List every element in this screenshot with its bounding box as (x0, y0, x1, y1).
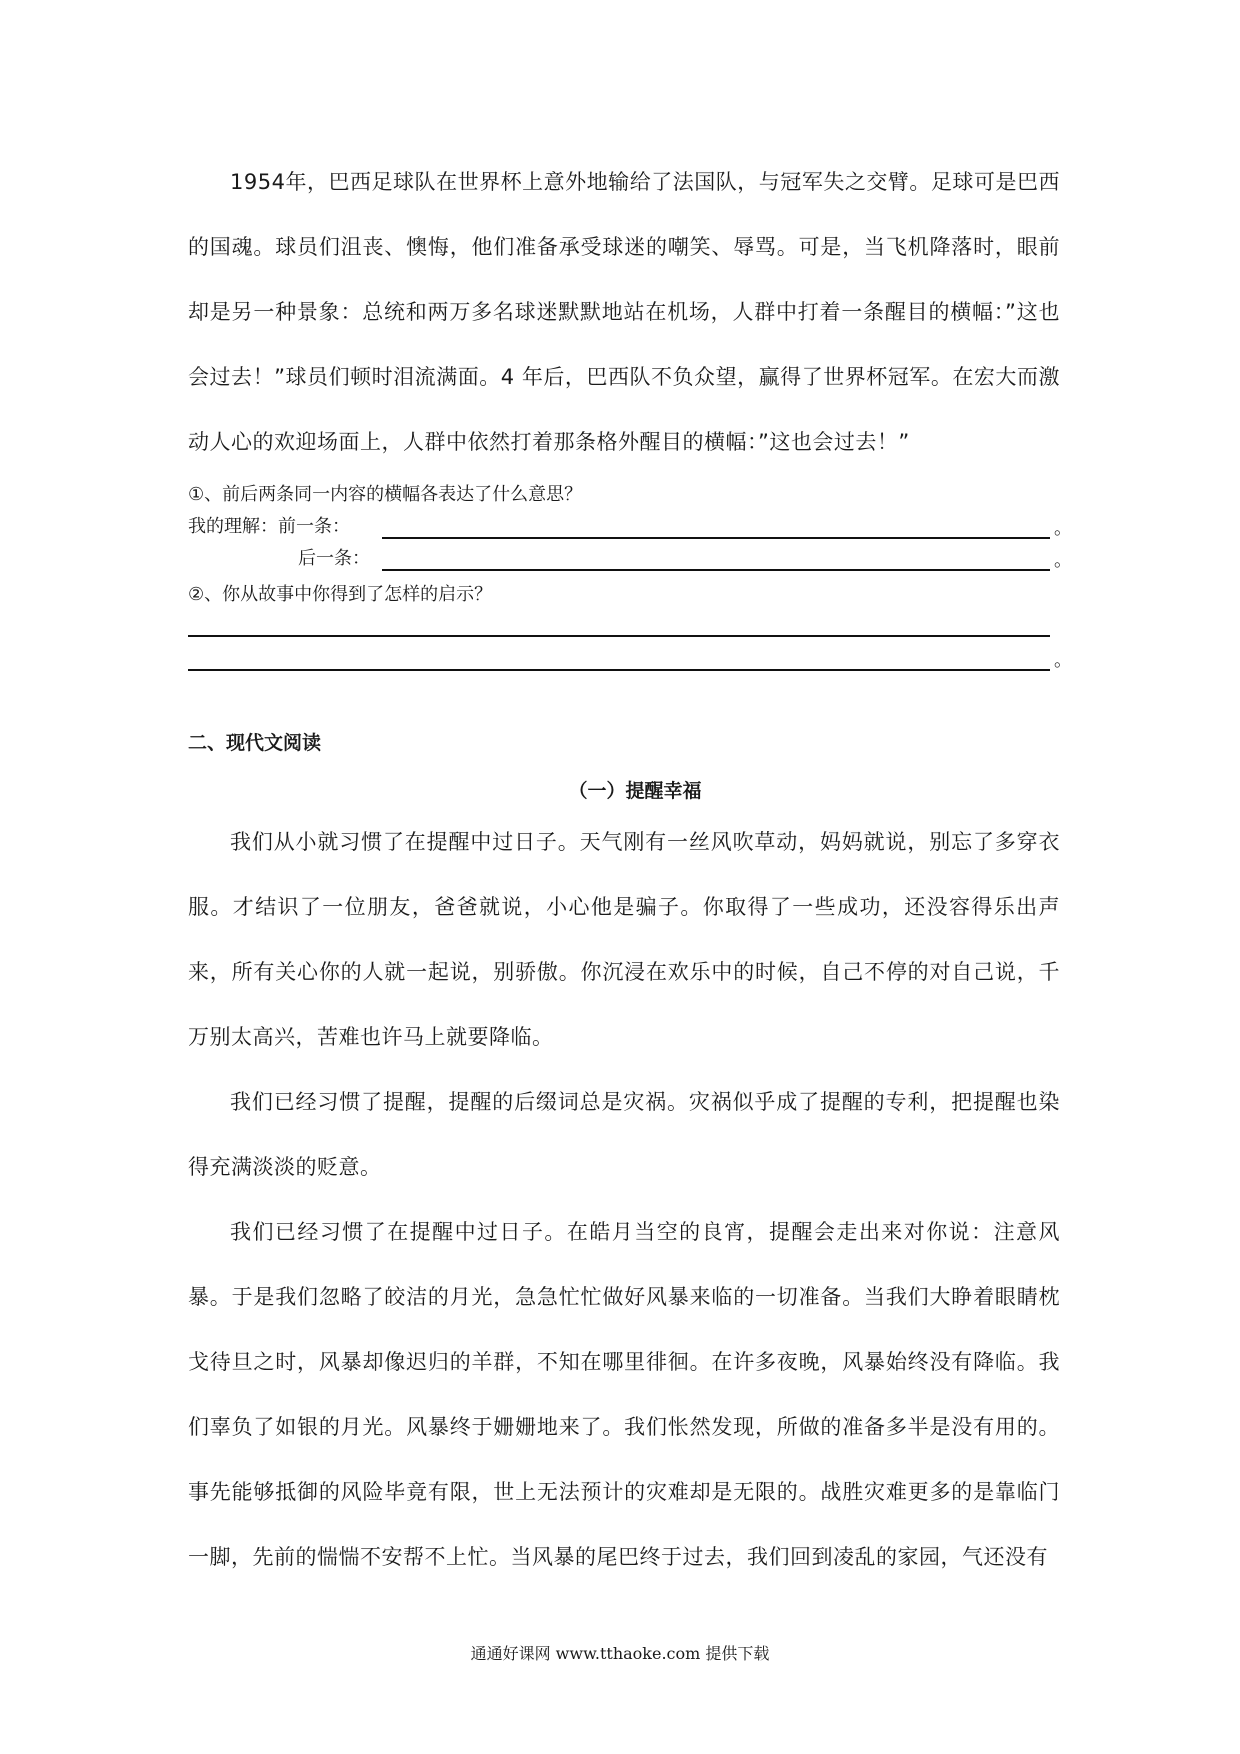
answer-label-first: 我的理解：前一条： (188, 516, 350, 537)
article-paragraph-1: 我们从小就习惯了在提醒中过日子。天气刚有一丝风吹草动，妈妈就说，别忘了多穿衣服。才结识了一位朋友，爸爸就说，小心他是骗子。你取得了一些成功，还没容得乐出声来，所有关心你的人就一起说，别骄傲。你沉浸在欢乐中的时候，自己不停的对自己说，千万别太高兴，苦难也许马上就要降临。 (188, 830, 1060, 1049)
end-mark-second: 。 (1054, 550, 1072, 571)
answer-line-q2-2[interactable] (188, 669, 1050, 671)
answer-label-second: 后一条： (298, 548, 370, 569)
question-1: ①、前后两条同一内容的横幅各表达了什么意思？ (188, 484, 583, 505)
end-mark-q2: 。 (1054, 650, 1072, 671)
answer-line-first[interactable] (382, 537, 1050, 539)
answer-line-second[interactable] (382, 569, 1050, 571)
article-paragraph-3: 我们已经习惯了在提醒中过日子。在皓月当空的良宵，提醒会走出来对你说：注意风暴。于是我们忽略了皎洁的月光，急急忙忙做好风暴来临的一切准备。当我们大睁着眼睛枕戈待旦之时，风暴却像迟归的羊群，不知在哪里徘徊。在许多夜晚，风暴始终没有降临。我们辜负了如银的月光。风暴终于姗姗地来了。我们怅然发现，所做的准备多半是没有用的。事先能够抵御的风险毕竟有限，世上无法预计的灾难却是无限的。战胜灾难更多的是靠临门一脚，先前的惴惴不安帮不上忙。当风暴的尾巴终于过去，我们回到凌乱的家园，气还没有 (188, 1220, 1060, 1569)
question-2: ②、你从故事中你得到了怎样的启示？ (188, 584, 493, 605)
end-mark-first: 。 (1054, 518, 1072, 539)
article-paragraph-2: 我们已经习惯了提醒，提醒的后缀词总是灾祸。灾祸似乎成了提醒的专利，把提醒也染得充满淡淡的贬意。 (188, 1090, 1060, 1179)
section-heading: 二、现代文阅读 (188, 732, 322, 754)
article-title: （一）提醒幸福 (568, 780, 702, 802)
answer-line-q2-1[interactable] (188, 635, 1050, 637)
story-paragraph: 1954年，巴西足球队在世界杯上意外地输给了法国队，与冠军失之交臂。足球可是巴西的国魂。球员们沮丧、懊悔，他们准备承受球迷的嘲笑、辱骂。可是，当飞机降落时，眼前却是另一种景象：总统和两万多名球迷默默地站在机场，人群中打着一条醒目的横幅：”这也会过去！”球员们顿时泪流满面。4 年后，巴西队不负众望，赢得了世界杯冠军。在宏大而激动人心的欢迎场面上，人群中依然打着那条格外醒目的横幅：”这也会过去！” (188, 170, 1060, 454)
footer-text: 通通好课网 www.tthaoke.com 提供下载 (470, 1644, 770, 1663)
